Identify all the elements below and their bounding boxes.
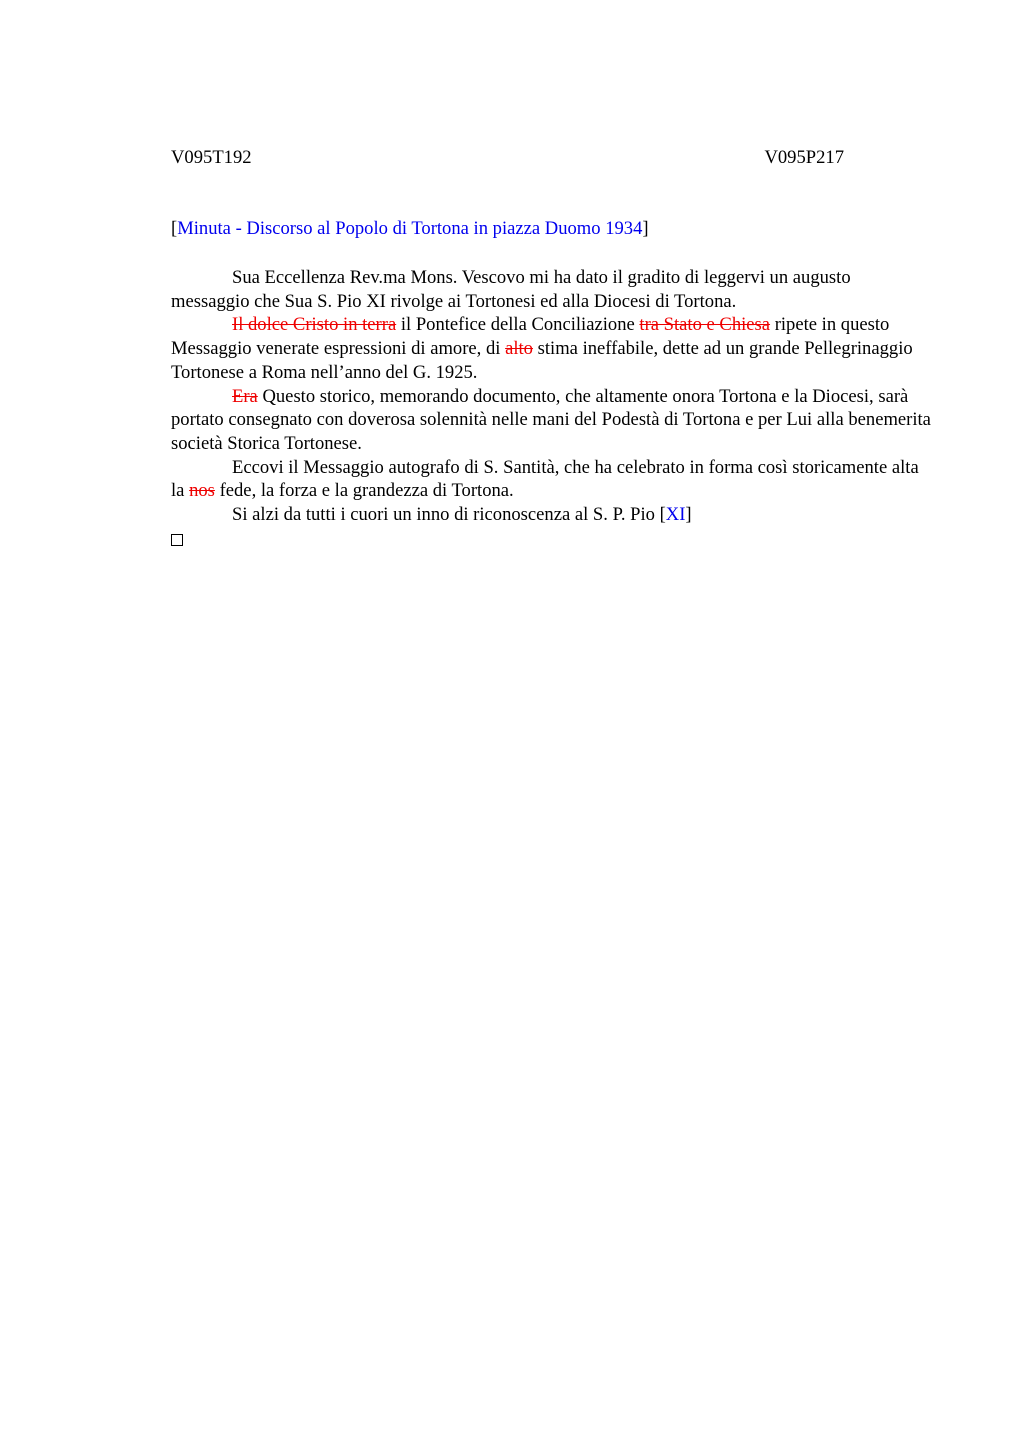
p2-deletion-3: alto xyxy=(505,338,533,360)
p1-text: Sua Eccellenza Rev.ma Mons. Vescovo mi ha dato il gradito di leggervi un augusto messaggio che Sua S. Pio XI rivolge ai Tortonesi ed alla Diocesi di Tortona. xyxy=(171,267,851,312)
paragraph-1 xyxy=(171,266,931,313)
document-page xyxy=(171,0,931,1450)
p4-text-1: Eccovi il Messaggio autografo di S. Santità, che ha celebrato in forma così storicamente alta la xyxy=(171,456,919,502)
empty-square-icon xyxy=(171,534,183,546)
title-open-bracket: [ xyxy=(171,218,178,239)
p3-deletion-1: Era xyxy=(232,385,258,407)
p5-editorial-1: XI xyxy=(665,504,686,526)
p3-text-1: Questo storico, memorando documento, che altamente onora Tortona e la Diocesi, sarà portato consegnato con doverosa solennità nelle mani del Podestà di Tortona e per Lui alla benemerita società Storica Tortonese. xyxy=(171,385,931,454)
paragraph-5 xyxy=(171,503,931,527)
p2-deletion-2: tra Stato e Chiesa xyxy=(639,314,771,336)
title-close-bracket: ] xyxy=(642,218,649,239)
p2-text-1: il Pontefice della Conciliazione xyxy=(396,314,640,336)
p2-text-3: stima ineffabile, dette ad un grande Pellegrinaggio Tortonese a Roma nell’anno del G. 1925. xyxy=(171,338,913,383)
paragraph-2 xyxy=(171,313,931,384)
p5-text-2: ] xyxy=(685,504,692,526)
document-header xyxy=(171,146,844,170)
document-body xyxy=(171,266,931,546)
p2-text-2: ripete in questo Messaggio venerate espressioni di amore, di xyxy=(171,314,890,360)
p2-deletion-1: Il dolce Cristo in terra xyxy=(232,314,397,336)
title-text: Minuta - Discorso al Popolo di Tortona in piazza Duomo 1934 xyxy=(177,218,643,239)
header-left-code: V095T192 xyxy=(171,147,252,168)
p4-deletion-1: nos xyxy=(189,480,215,502)
paragraph-4 xyxy=(171,456,931,503)
document-title xyxy=(171,217,649,241)
p5-text-1: Si alzi da tutti i cuori un inno di riconoscenza al S. P. Pio [ xyxy=(232,504,666,526)
header-right-code: V095P217 xyxy=(764,147,844,168)
p4-text-2: fede, la forza e la grandezza di Tortona. xyxy=(214,480,514,502)
paragraph-3 xyxy=(171,385,931,456)
